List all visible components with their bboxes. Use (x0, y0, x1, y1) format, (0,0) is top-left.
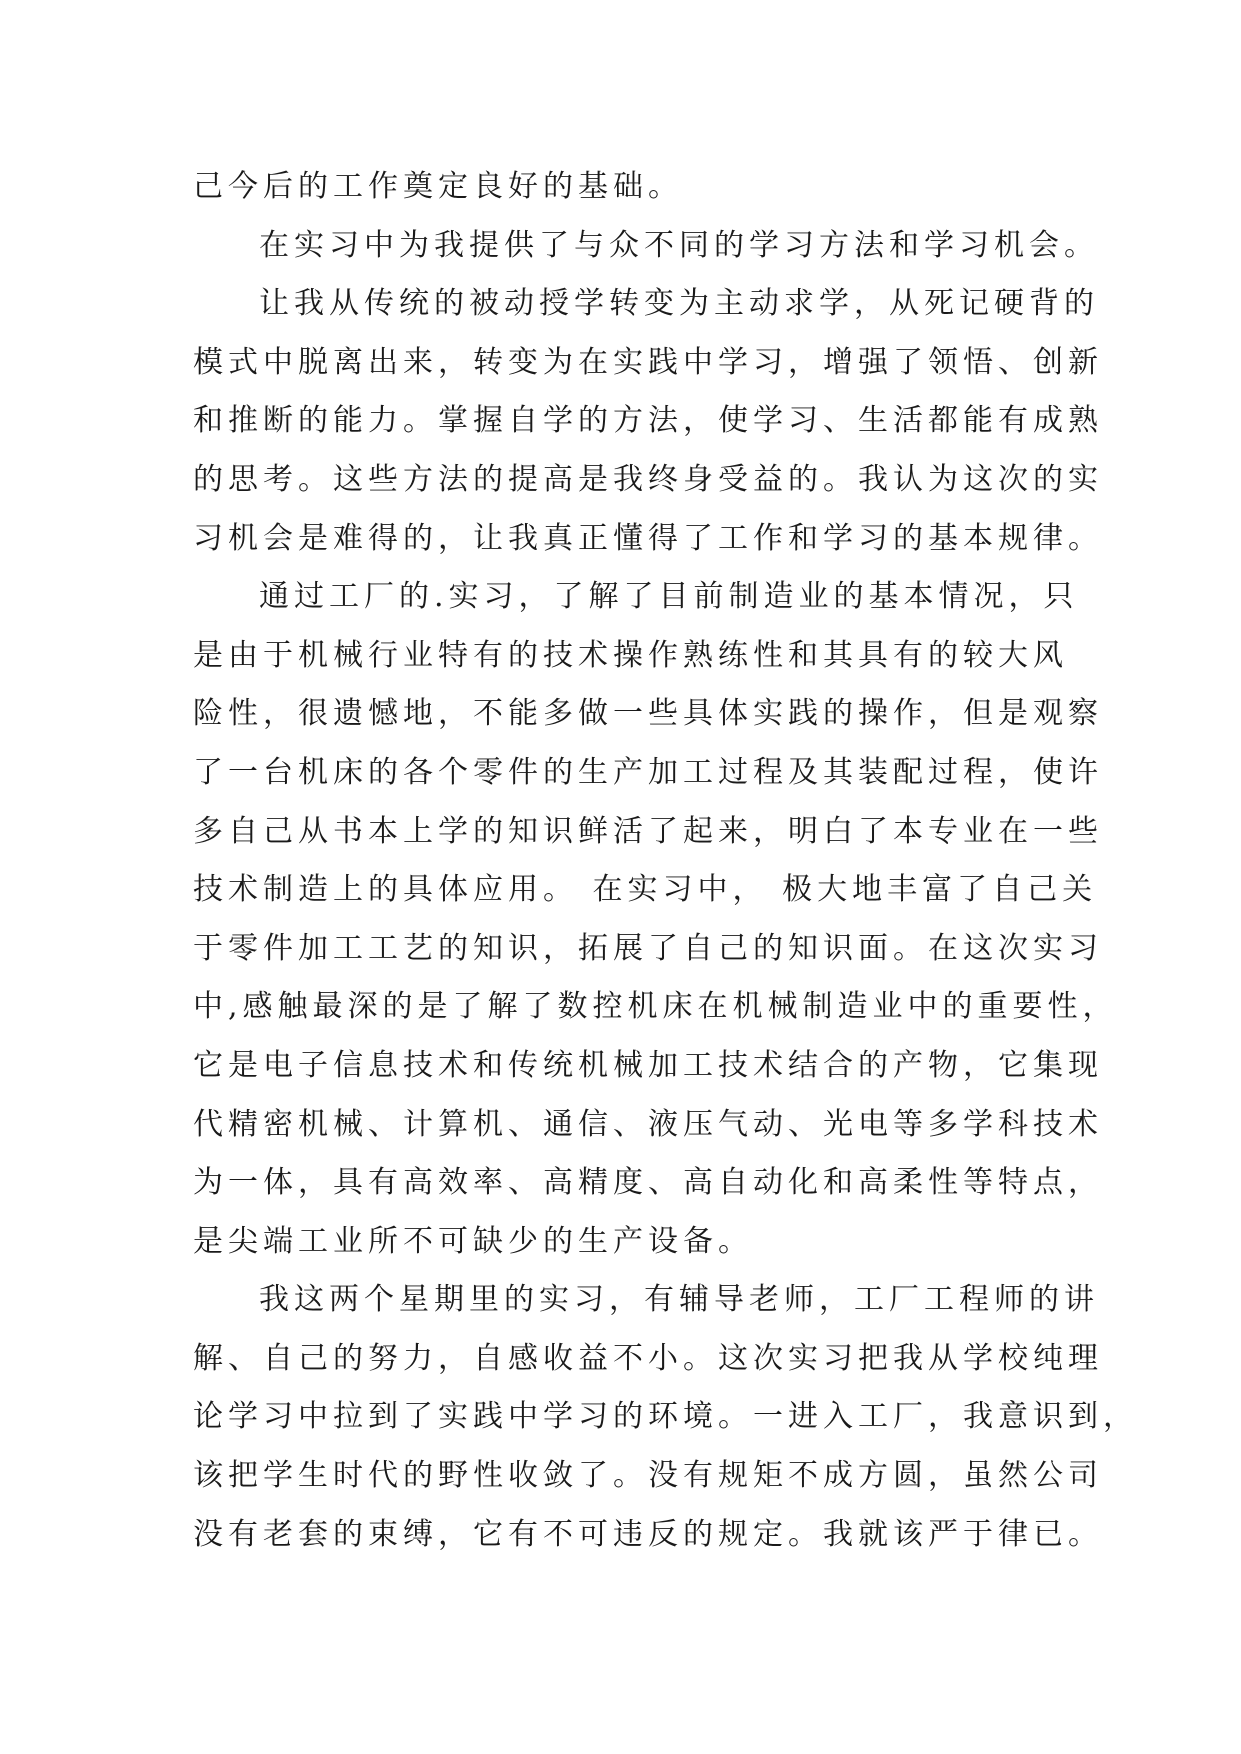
text-line: 通过工厂的.实习，了解了目前制造业的基本情况，只 (259, 579, 1079, 615)
document-body (193, 158, 1138, 1564)
text-line: 它是电子信息技术和传统机械加工技术结合的产物，它集现 (193, 1047, 1103, 1083)
text-line: 是由于机械行业特有的技术操作熟练性和其具有的较大风 (193, 637, 1068, 673)
text-line: 让我从传统的被动授学转变为主动求学，从死记硬背的 (259, 286, 1099, 322)
text-line: 己今后的工作奠定良好的基础。 (193, 169, 683, 204)
text-line: 解、自己的努力，自感收益不小。这次实习把我从学校纯理 (193, 1340, 1103, 1376)
text-line: 论学习中拉到了实践中学习的环境。一进入工厂，我意识到， (193, 1399, 1138, 1435)
text-line: 技术制造上的具体应用。 在实习中， 极大地丰富了自己关 (193, 872, 1098, 908)
text-line: 该把学生时代的野性收敛了。没有规矩不成方圆，虽然公司 (193, 1458, 1103, 1494)
text-line: 中,感触最深的是了解了数控机床在机械制造业中的重要性， (193, 989, 1118, 1025)
text-line: 于零件加工工艺的知识，拓展了自己的知识面。在这次实习 (193, 930, 1103, 966)
text-line: 代精密机械、计算机、通信、液压气动、光电等多学科技术 (193, 1106, 1103, 1142)
text-line: 为一体，具有高效率、高精度、高自动化和高柔性等特点， (193, 1165, 1103, 1201)
text-line: 我这两个星期里的实习，有辅导老师，工厂工程师的讲 (259, 1282, 1099, 1318)
text-line: 险性，很遗憾地，不能多做一些具体实践的操作，但是观察 (193, 696, 1103, 732)
text-line: 习机会是难得的，让我真正懂得了工作和学习的基本规律。 (193, 520, 1103, 556)
text-line: 和推断的能力。掌握自学的方法，使学习、生活都能有成熟 (193, 403, 1103, 439)
text-line: 模式中脱离出来，转变为在实践中学习，增强了领悟、创新 (193, 344, 1103, 380)
text-line: 是尖端工业所不可缺少的生产设备。 (193, 1223, 753, 1259)
text-line: 了一台机床的各个零件的生产加工过程及其装配过程，使许 (193, 754, 1103, 790)
text-line: 的思考。这些方法的提高是我终身受益的。我认为这次的实 (193, 461, 1103, 497)
text-line: 在实习中为我提供了与众不同的学习方法和学习机会。 (259, 227, 1099, 263)
text-line: 多自己从书本上学的知识鲜活了起来，明白了本专业在一些 (193, 813, 1103, 849)
text-line: 没有老套的束缚，它有不可违反的规定。我就该严于律已。 (193, 1516, 1103, 1552)
